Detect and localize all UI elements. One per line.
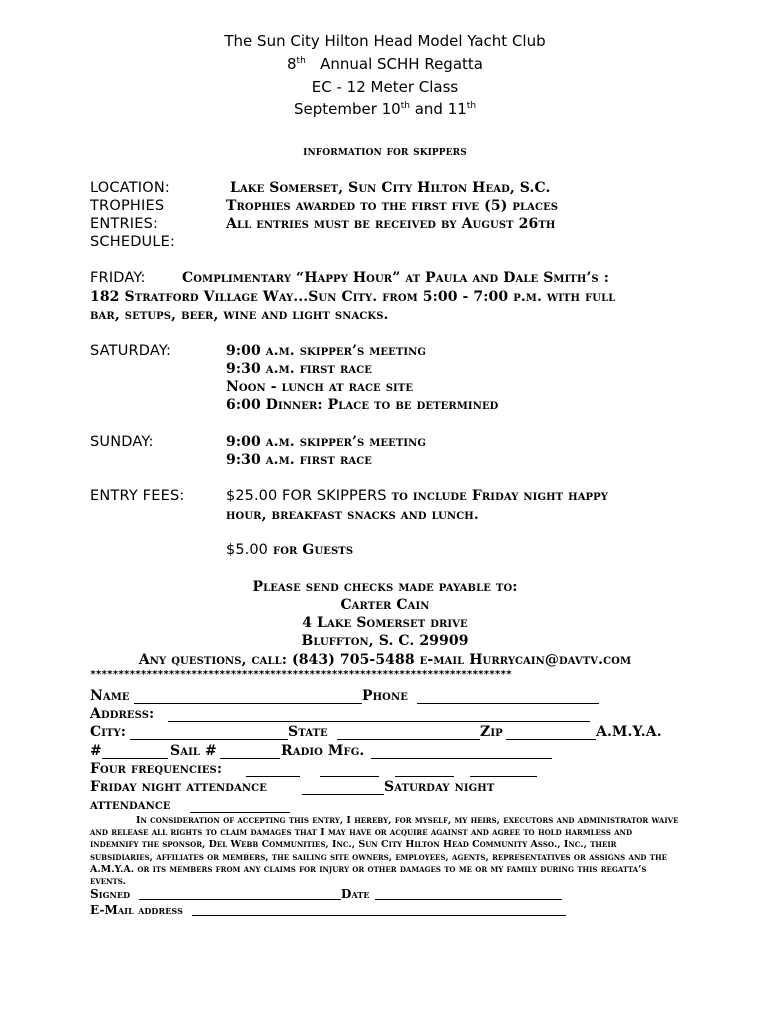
radio-field[interactable]: [371, 758, 552, 759]
friday-line-3: bar, setups, beer, wine and light snacks.: [90, 307, 389, 323]
payee-street: 4 Lake Somerset drive: [302, 615, 468, 631]
friday-attendance-label: Friday night attendance: [90, 779, 267, 795]
phone-field[interactable]: [417, 703, 599, 704]
phone-label: Phone: [362, 688, 408, 704]
frequency-2-field[interactable]: [320, 776, 379, 777]
payee-name: Carter Cain: [340, 597, 430, 613]
email-label: E-Mail address: [90, 903, 183, 917]
friday-line-1: Complimentary “Happy Hour” at Paula and Dale Smith’s :: [182, 270, 609, 286]
signature-field[interactable]: [139, 899, 341, 900]
date-title: [0, 100, 770, 118]
frequency-3-field[interactable]: [395, 776, 454, 777]
entries-label: ENTRIES:: [90, 216, 159, 232]
sunday-item: 9:30 a.m. first race: [226, 452, 372, 468]
sail-label: Sail #: [170, 743, 217, 759]
signed-label: Signed: [90, 887, 131, 901]
saturday-attendance-field[interactable]: [190, 812, 290, 813]
checks-payable-line: Please send checks made payable to:: [252, 579, 518, 595]
entries-value: All entries must be received by August 26th: [226, 216, 556, 232]
date-label: Date: [341, 887, 370, 901]
radio-label: Radio Mfg.: [281, 743, 365, 759]
regatta-number: 8: [287, 55, 297, 73]
saturday-label: SATURDAY:: [90, 343, 172, 359]
amya-label: A.M.Y.A.: [596, 724, 662, 740]
friday-attendance-field[interactable]: [302, 794, 384, 795]
location-value: Lake Somerset, Sun City Hilton Head, S.C.: [230, 180, 551, 196]
guest-fee: [226, 541, 353, 559]
skipper-fee-amount: $25.00 FOR SKIPPERS: [226, 488, 387, 504]
frequencies-label: Four frequencies:: [90, 761, 223, 777]
sunday-item: 9:00 a.m. skipper’s meeting: [226, 434, 427, 450]
schedule-label: SCHEDULE:: [90, 234, 176, 250]
saturday-attendance-label: Saturday night: [384, 779, 495, 795]
skipper-fee: [226, 487, 608, 505]
friday-line-2: 182 Stratford Village Way...Sun City. from 5:00 - 7:00 p.m. with full: [90, 289, 616, 305]
address-field[interactable]: [168, 721, 590, 722]
saturday-item: 9:30 a.m. first race: [226, 361, 372, 377]
skipper-fee-line-2: hour, breakfast snacks and lunch.: [226, 507, 479, 523]
zip-label: Zip: [480, 724, 503, 740]
guest-fee-amount: $5.00: [226, 542, 269, 558]
location-label: LOCATION:: [90, 180, 170, 196]
questions-contact: Any questions, call: (843) 705-5488 e-mail Hurrycain@davtv.com: [138, 652, 632, 668]
email-field[interactable]: [192, 915, 566, 916]
date-end: and 11: [409, 100, 467, 118]
frequency-4-field[interactable]: [470, 776, 537, 777]
date-end-suffix: th: [466, 101, 477, 111]
entry-fees-label: ENTRY FEES:: [90, 488, 185, 504]
skipper-fee-details: to include Friday night happy: [386, 488, 609, 504]
class-title: EC - 12 Meter Class: [311, 78, 459, 96]
regatta-name: Annual SCHH Regatta: [320, 55, 483, 73]
hash-label: #: [90, 743, 102, 759]
trophies-value: Trophies awarded to the first five (5) places: [226, 198, 559, 214]
name-field[interactable]: [134, 703, 362, 704]
hull-number-field[interactable]: [102, 758, 168, 759]
waiver-body: In consideration of accepting this entry, I hereby, for myself, my heirs, executors and administrator waive and release all rights to claim damages that I may have or acquire against and agree to hold harmless and indemnify the sponsor, Del Webb Communities, Inc., Sun City Hilton Head Community Asso., Inc., their subsidiaries, affiliates or members, the sailing site owners, employees, agents, representatives or assigns and the A.M.Y.A. or its members from any claims for injury or other damages to me or my family during this regatta’s events.: [90, 815, 679, 888]
payee-city: Bluffton, S. C. 29909: [301, 633, 469, 649]
sail-number-field[interactable]: [220, 758, 280, 759]
saturday-item: 6:00 Dinner: Place to be determined: [226, 397, 499, 413]
state-field[interactable]: [337, 739, 480, 740]
friday-label: FRIDAY:: [90, 270, 146, 286]
address-label: Address:: [90, 706, 155, 722]
frequency-1-field[interactable]: [246, 776, 300, 777]
club-title: The Sun City Hilton Head Model Yacht Club: [224, 32, 546, 50]
saturday-item: 9:00 a.m. skipper’s meeting: [226, 343, 427, 359]
regatta-title: [0, 55, 770, 73]
guest-fee-details: for Guests: [268, 542, 354, 558]
sunday-label: SUNDAY:: [90, 434, 154, 450]
state-label: State: [288, 724, 328, 740]
regatta-number-suffix: th: [296, 56, 306, 66]
subheading: information for skippers: [303, 144, 467, 159]
date-start: September 10: [293, 100, 401, 118]
zip-field[interactable]: [506, 739, 596, 740]
saturday-item: Noon - lunch at race site: [226, 379, 414, 395]
name-label: Name: [90, 688, 130, 704]
date-start-suffix: th: [400, 101, 410, 111]
city-label: City:: [90, 724, 127, 740]
waiver-text: [90, 815, 680, 888]
separator-stars: ***************************************************************************: [90, 670, 512, 680]
date-field[interactable]: [375, 899, 562, 900]
attendance-label: attendance: [90, 797, 171, 813]
trophies-label: TROPHIES: [90, 198, 165, 214]
city-field[interactable]: [130, 739, 288, 740]
